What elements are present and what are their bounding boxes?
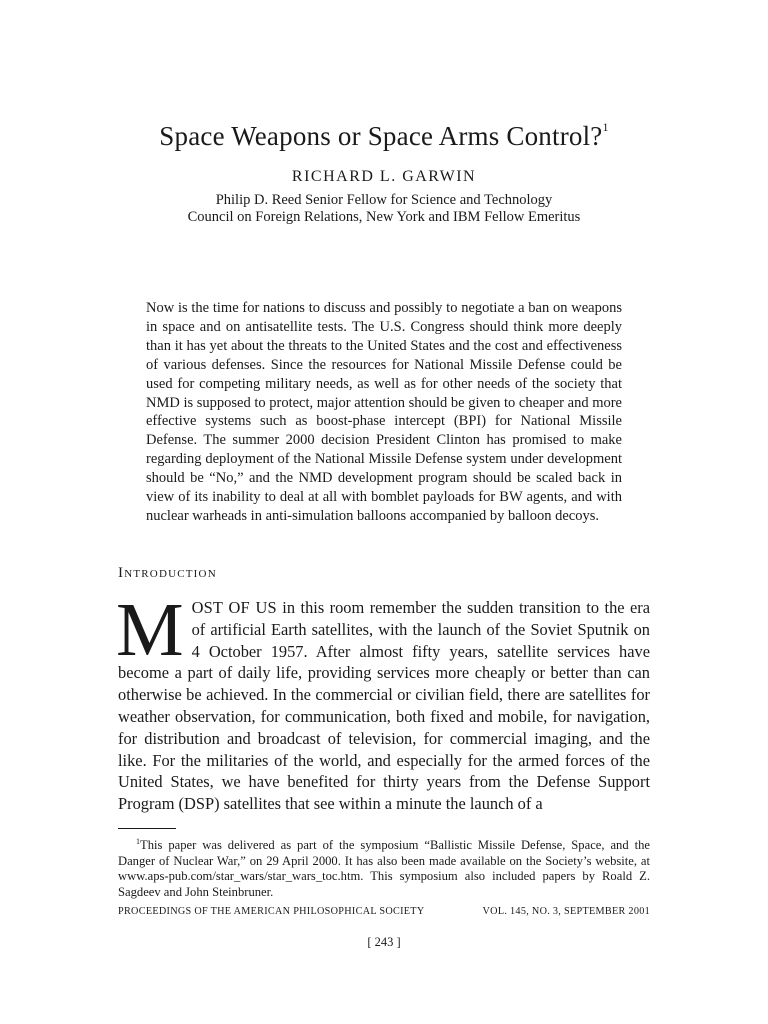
lead-in-caps: OST OF US bbox=[191, 598, 277, 617]
journal-volume: VOL. 145, NO. 3, SEPTEMBER 2001 bbox=[482, 906, 650, 917]
abstract: Now is the time for nations to discuss and possibly to negotiate a ban on weapons in space and on antisatellite tests. The U.S. Congress should think more deeply than it has yet about the threats to the United States and the cost and effectiveness of various defenses. Since the resources for National Missile Defense could be used for competing military needs, as well as for other needs of the society that NMD is supposed to protect, major attention should be given to cheaper and more effective systems such as boost-phase intercept (BPI) for National Missile Defense. The summer 2000 decision President Clinton has promised to make regarding deployment of the National Missile Defense system under development should be “No,” and the NMD development program should be scaled back in view of its inability to deal at all with bomblet payloads for BW agents, and with nuclear warheads in anti-simulation balloons accompanied by balloon decoys. bbox=[146, 300, 622, 524]
footnote-mark: 1 bbox=[136, 837, 140, 846]
section-heading: Introduction bbox=[118, 565, 217, 581]
body-text: in this room remember the sudden transition to the era of artificial Earth satellites, with the launch of the Soviet Sputnik on 4 October 1957. After almost fifty years, satellite services have become a part of daily life, providing services more cheaply or better than can otherwise be achieved. In the commercial or civilian field, there are satellites for weather observation, for communication, both fixed and mobile, for navigation, for distribution and broadcast of television, for commercial imaging, and the like. For the militaries of the world, and especially for the armed forces of the United States, we have benefited for thirty years from the Defense Support Program (DSP) satellites that see within a minute the launch of a bbox=[118, 598, 650, 814]
body-paragraph bbox=[116, 588, 650, 815]
drop-cap: M bbox=[116, 588, 184, 672]
journal-running-footer bbox=[118, 906, 650, 917]
author-name: RICHARD L. GARWIN bbox=[291, 168, 477, 185]
affiliation-line: Council on Foreign Relations, New York and IBM Fellow Emeritus bbox=[187, 209, 581, 225]
journal-name: PROCEEDINGS OF THE AMERICAN PHILOSOPHICAL SOCIETY bbox=[118, 906, 425, 917]
title-text: Space Weapons or Space Arms Control? bbox=[159, 121, 603, 151]
footnote-rule bbox=[118, 828, 176, 829]
footnote-text: This paper was delivered as part of the symposium “Ballistic Missile Defense, Space, and the Danger of Nuclear War,” on 29 April 2000. It has also been made available on the Society’s website, at www.aps-pub.com/star_wars/star_wars_toc.htm. This symposium also included papers by Roald Z. Sagdeev and John Steinbruner. bbox=[118, 838, 650, 899]
page-number: [ 243 ] bbox=[367, 935, 401, 949]
title-footnote-mark[interactable]: 1 bbox=[602, 120, 609, 134]
affiliation-line: Philip D. Reed Senior Fellow for Science and Technology bbox=[215, 192, 553, 208]
paper-title bbox=[0, 120, 768, 152]
author-affiliation bbox=[0, 192, 768, 226]
footnote bbox=[118, 834, 650, 900]
